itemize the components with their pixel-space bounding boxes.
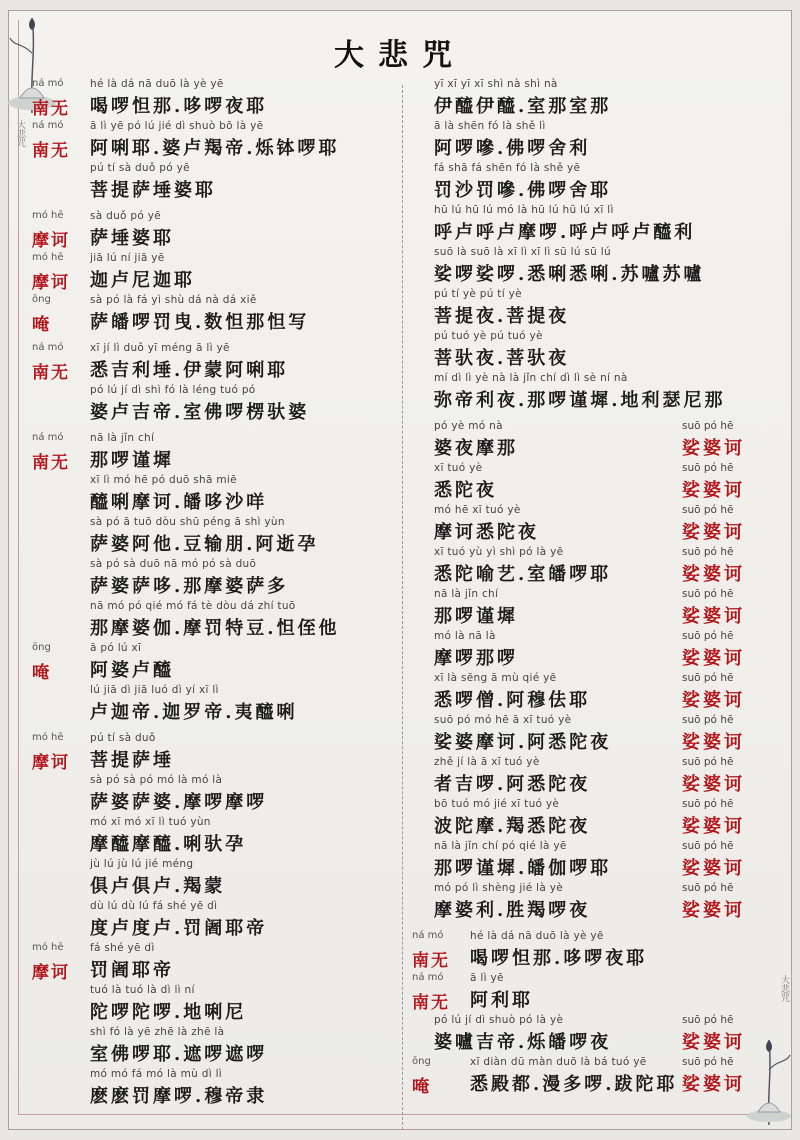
column-divider bbox=[402, 85, 403, 1130]
verse-line bbox=[32, 252, 400, 294]
line-hanzi: 迦卢尼迦耶 bbox=[90, 270, 195, 291]
line-hanzi: 室佛啰耶.遮啰遮啰 bbox=[90, 1044, 268, 1065]
verse-line bbox=[412, 882, 772, 924]
line-pinyin: hé là dá nā duō là yè yē bbox=[470, 930, 604, 942]
line-pinyin: pó lú jí dì shì fó là léng tuó pó bbox=[90, 384, 256, 396]
side-label: 大悲咒 bbox=[779, 975, 789, 1002]
verse-line bbox=[32, 210, 400, 252]
line-hanzi: 罚沙罚嘇.佛啰舍耶 bbox=[434, 180, 612, 201]
line-hanzi: 阿利耶 bbox=[470, 990, 533, 1011]
line-pinyin: mó mó fá mó là mù dì lì bbox=[90, 1068, 223, 1080]
line-pinyin: nā là jǐn chí bbox=[434, 588, 499, 600]
line-hanzi: 喝啰怛那.哆啰夜耶 bbox=[90, 96, 268, 117]
lead-word: 南无 bbox=[412, 993, 450, 1013]
line-pinyin: lú jiā dì jiā luó dì yí xī lì bbox=[90, 684, 219, 696]
tag-pinyin: suō pó hē bbox=[682, 1014, 734, 1026]
verse-line bbox=[412, 288, 772, 330]
verse-line bbox=[412, 798, 772, 840]
verse-line bbox=[32, 984, 400, 1026]
line-pinyin: shì fó là yē zhē là zhē là bbox=[90, 1026, 225, 1038]
lead-pinyin: ná mó bbox=[32, 432, 64, 443]
tag-pinyin: suō pó hē bbox=[682, 420, 734, 432]
verse-line bbox=[412, 672, 772, 714]
tag-pinyin: suō pó hē bbox=[682, 756, 734, 768]
line-hanzi: 萨婆阿他.豆输朋.阿逝孕 bbox=[90, 534, 319, 555]
verse-line bbox=[32, 684, 400, 726]
line-hanzi: 摩啰那啰 bbox=[434, 648, 518, 669]
line-hanzi: 阿啰嘇.佛啰舍利 bbox=[434, 138, 591, 159]
line-hanzi: 悉陀夜 bbox=[434, 480, 497, 501]
line-hanzi: 伊醯伊醯.室那室那 bbox=[434, 96, 612, 117]
lead-pinyin: ōng bbox=[32, 642, 51, 653]
line-pinyin: dù lú dù lú fá shé yē dì bbox=[90, 900, 218, 912]
tag-pinyin: suō pó hē bbox=[682, 588, 734, 600]
verse-line bbox=[32, 342, 400, 384]
line-pinyin: pó lú jí dì shuò pó là yè bbox=[434, 1014, 564, 1026]
verse-line bbox=[32, 816, 400, 858]
line-hanzi: 娑婆摩诃.阿悉陀夜 bbox=[434, 732, 612, 753]
lead-word: 南无 bbox=[32, 453, 70, 473]
verse-line bbox=[32, 432, 400, 474]
lead-pinyin: mó hē bbox=[32, 942, 64, 953]
verse-line bbox=[412, 162, 772, 204]
line-hanzi: 卢迦帝.迦罗帝.夷醯唎 bbox=[90, 702, 298, 723]
line-pinyin: pú tuó yè pú tuó yè bbox=[434, 330, 543, 342]
lead-word: 南无 bbox=[412, 951, 450, 971]
verse-line bbox=[32, 474, 400, 516]
lead-pinyin: ná mó bbox=[32, 78, 64, 89]
lead-word: 唵 bbox=[412, 1077, 431, 1097]
verse-line bbox=[412, 462, 772, 504]
line-hanzi: 俱卢俱卢.羯蒙 bbox=[90, 876, 226, 897]
verse-line bbox=[412, 420, 772, 462]
tag-pinyin: suō pó hē bbox=[682, 504, 734, 516]
verse-line bbox=[32, 732, 400, 774]
verse-line bbox=[32, 162, 400, 204]
line-hanzi: 醯唎摩诃.皤哆沙咩 bbox=[90, 492, 268, 513]
tag-word: 娑婆诃 bbox=[682, 858, 745, 879]
tag-word: 娑婆诃 bbox=[682, 1074, 745, 1095]
tag-word: 娑婆诃 bbox=[682, 816, 745, 837]
line-pinyin: ā lì yē bbox=[470, 972, 504, 984]
line-hanzi: 者吉啰.阿悉陀夜 bbox=[434, 774, 591, 795]
verse-line bbox=[412, 204, 772, 246]
line-hanzi: 菩提萨埵 bbox=[90, 750, 174, 771]
verse-line bbox=[32, 1068, 400, 1110]
line-pinyin: mó là nā là bbox=[434, 630, 496, 642]
verse-line bbox=[32, 858, 400, 900]
line-hanzi: 菩驮夜.菩驮夜 bbox=[434, 348, 570, 369]
line-pinyin: mí dì lì yè nà là jǐn chí dì lì sè ní nà bbox=[434, 372, 628, 384]
tag-word: 娑婆诃 bbox=[682, 732, 745, 753]
lead-word: 南无 bbox=[32, 99, 70, 119]
lead-word: 摩诃 bbox=[32, 963, 70, 983]
line-pinyin: xī tuó yè bbox=[434, 462, 483, 474]
line-pinyin: sà pó sà duō nā mó pó sà duō bbox=[90, 558, 257, 570]
line-hanzi: 喝啰怛那.哆啰夜耶 bbox=[470, 948, 648, 969]
tag-pinyin: suō pó hē bbox=[682, 798, 734, 810]
line-hanzi: 那啰谨墀 bbox=[90, 450, 174, 471]
line-pinyin: nā mó pó qié mó fá tè dòu dá zhí tuō bbox=[90, 600, 296, 612]
verse-line bbox=[32, 516, 400, 558]
line-hanzi: 陀啰陀啰.地唎尼 bbox=[90, 1002, 247, 1023]
lead-pinyin: mó hē bbox=[32, 210, 64, 221]
line-pinyin: sà pó sà pó mó là mó là bbox=[90, 774, 223, 786]
verse-line bbox=[32, 384, 400, 426]
verse-line bbox=[412, 330, 772, 372]
verse-line bbox=[412, 630, 772, 672]
verse-line bbox=[32, 294, 400, 336]
verse-line bbox=[412, 78, 772, 120]
line-hanzi: 摩婆利.胜羯啰夜 bbox=[434, 900, 591, 921]
verse-line bbox=[412, 840, 772, 882]
side-label: 大悲咒 bbox=[15, 120, 25, 147]
line-pinyin: ā pó lú xī bbox=[90, 642, 142, 654]
verse-line bbox=[32, 942, 400, 984]
verse-line bbox=[412, 1014, 772, 1056]
tag-word: 娑婆诃 bbox=[682, 564, 745, 585]
line-pinyin: bō tuó mó jié xī tuó yè bbox=[434, 798, 560, 810]
line-hanzi: 度卢度卢.罚阇耶帝 bbox=[90, 918, 268, 939]
lead-pinyin: ná mó bbox=[32, 120, 64, 131]
tag-word: 娑婆诃 bbox=[682, 1032, 745, 1053]
line-hanzi: 菩提夜.菩提夜 bbox=[434, 306, 570, 327]
tag-pinyin: suō pó hē bbox=[682, 882, 734, 894]
line-hanzi: 悉殿都.漫多啰.跋陀耶 bbox=[470, 1074, 678, 1095]
lead-word: 南无 bbox=[32, 141, 70, 161]
line-pinyin: jiā lú ní jiā yē bbox=[90, 252, 165, 264]
line-pinyin: nā là jǐn chí pó qié là yē bbox=[434, 840, 567, 852]
verse-line bbox=[32, 78, 400, 120]
line-hanzi: 菩提萨埵婆耶 bbox=[90, 180, 216, 201]
verse-line bbox=[412, 972, 772, 1014]
line-hanzi: 摩醯摩醯.唎驮孕 bbox=[90, 834, 247, 855]
line-hanzi: 那摩婆伽.摩罚特豆.怛侄他 bbox=[90, 618, 340, 639]
line-hanzi: 呼卢呼卢摩啰.呼卢呼卢醯利 bbox=[434, 222, 696, 243]
tag-pinyin: suō pó hē bbox=[682, 462, 734, 474]
page-title: 大悲咒 bbox=[334, 38, 466, 73]
tag-word: 娑婆诃 bbox=[682, 438, 745, 459]
line-pinyin: sà pó ā tuō dòu shū péng ā shì yùn bbox=[90, 516, 285, 528]
line-pinyin: ā là shēn fó là shě lì bbox=[434, 120, 546, 132]
line-pinyin: sà duǒ pó yē bbox=[90, 210, 162, 222]
verse-line bbox=[412, 372, 772, 414]
line-pinyin: tuó là tuó là dì lì ní bbox=[90, 984, 195, 996]
tag-pinyin: suō pó hē bbox=[682, 546, 734, 558]
lead-word: 摩诃 bbox=[32, 231, 70, 251]
line-hanzi: 阿唎耶.婆卢羯帝.烁钵啰耶 bbox=[90, 138, 340, 159]
line-pinyin: xī tuó yù yì shì pó là yē bbox=[434, 546, 564, 558]
tag-word: 娑婆诃 bbox=[682, 480, 745, 501]
line-pinyin: suō pó mó hē ā xī tuó yè bbox=[434, 714, 572, 726]
lead-pinyin: mó hē bbox=[32, 252, 64, 263]
line-pinyin: xī diàn dū màn duō là bá tuó yē bbox=[470, 1056, 647, 1068]
tag-pinyin: suō pó hē bbox=[682, 840, 734, 852]
line-hanzi: 弥帝利夜.那啰谨墀.地利瑟尼那 bbox=[434, 390, 726, 411]
tag-word: 娑婆诃 bbox=[682, 774, 745, 795]
line-pinyin: mó hē xī tuó yè bbox=[434, 504, 521, 516]
lead-word: 南无 bbox=[32, 363, 70, 383]
verse-line bbox=[32, 900, 400, 942]
line-hanzi: 悉陀喻艺.室皤啰耶 bbox=[434, 564, 612, 585]
line-hanzi: 萨埵婆耶 bbox=[90, 228, 174, 249]
line-pinyin: jù lú jù lú jié méng bbox=[90, 858, 194, 870]
verse-line bbox=[412, 1056, 772, 1098]
tag-word: 娑婆诃 bbox=[682, 690, 745, 711]
lead-pinyin: mó hē bbox=[32, 732, 64, 743]
verse-line bbox=[412, 588, 772, 630]
tag-pinyin: suō pó hē bbox=[682, 630, 734, 642]
tag-word: 娑婆诃 bbox=[682, 522, 745, 543]
right-column bbox=[412, 78, 772, 1098]
verse-line bbox=[32, 1026, 400, 1068]
line-pinyin: sà pó là fá yì shù dá nà dá xiě bbox=[90, 294, 257, 306]
lead-word: 唵 bbox=[32, 315, 51, 335]
line-hanzi: 那啰谨墀.皤伽啰耶 bbox=[434, 858, 612, 879]
line-pinyin: xī jí lì duǒ yī méng ā lì yē bbox=[90, 342, 230, 354]
line-pinyin: xī lì mó hē pó duō shā miē bbox=[90, 474, 237, 486]
lead-pinyin: ōng bbox=[412, 1056, 431, 1067]
line-pinyin: pú tí yè pú tí yè bbox=[434, 288, 522, 300]
verse-line bbox=[412, 246, 772, 288]
line-hanzi: 萨婆萨哆.那摩婆萨多 bbox=[90, 576, 289, 597]
line-pinyin: hé là dá nā duō là yè yē bbox=[90, 78, 224, 90]
line-hanzi: 摩诃悉陀夜 bbox=[434, 522, 539, 543]
verse-line bbox=[32, 558, 400, 600]
line-pinyin: zhě jí là ā xī tuó yè bbox=[434, 756, 540, 768]
line-pinyin: xī là sēng ā mù qié yē bbox=[434, 672, 557, 684]
line-hanzi: 罚阇耶帝 bbox=[90, 960, 174, 981]
line-pinyin: ā lì yē pó lú jié dì shuò bō là yē bbox=[90, 120, 264, 132]
verse-line bbox=[32, 600, 400, 642]
tag-pinyin: suō pó hē bbox=[682, 714, 734, 726]
lead-pinyin: ōng bbox=[32, 294, 51, 305]
line-hanzi: 婆嚧吉帝.烁皤啰夜 bbox=[434, 1032, 612, 1053]
line-pinyin: mó pó lì shèng jié là yè bbox=[434, 882, 564, 894]
line-hanzi: 萨皤啰罚曳.数怛那怛写 bbox=[90, 312, 310, 333]
tag-pinyin: suō pó hē bbox=[682, 1056, 734, 1068]
line-pinyin: pó yè mó nà bbox=[434, 420, 503, 432]
lead-pinyin: ná mó bbox=[412, 930, 444, 941]
line-hanzi: 婆卢吉帝.室佛啰楞驮婆 bbox=[90, 402, 310, 423]
verse-line bbox=[412, 714, 772, 756]
verse-line bbox=[412, 756, 772, 798]
line-pinyin: pú tí sà duǒ bbox=[90, 732, 156, 744]
line-pinyin: mó xī mó xī lì tuó yùn bbox=[90, 816, 211, 828]
line-pinyin: fá shā fá shēn fó là shě yē bbox=[434, 162, 581, 174]
line-pinyin: nā là jǐn chí bbox=[90, 432, 155, 444]
lead-pinyin: ná mó bbox=[32, 342, 64, 353]
line-pinyin: hū lú hū lú mó là hū lú hū lú xī lì bbox=[434, 204, 614, 216]
lead-word: 唵 bbox=[32, 663, 51, 683]
line-hanzi: 悉啰僧.阿穆佉耶 bbox=[434, 690, 591, 711]
verse-line bbox=[32, 642, 400, 684]
tag-word: 娑婆诃 bbox=[682, 900, 745, 921]
line-hanzi: 麽麽罚摩啰.穆帝隶 bbox=[90, 1086, 268, 1107]
line-hanzi: 娑啰娑啰.悉唎悉唎.苏嚧苏嚧 bbox=[434, 264, 705, 285]
lead-word: 摩诃 bbox=[32, 273, 70, 293]
tag-pinyin: suō pó hē bbox=[682, 672, 734, 684]
line-hanzi: 阿婆卢醯 bbox=[90, 660, 174, 681]
line-hanzi: 悉吉利埵.伊蒙阿唎耶 bbox=[90, 360, 289, 381]
tag-word: 娑婆诃 bbox=[682, 648, 745, 669]
line-pinyin: yī xī yī xī shì nà shì nà bbox=[434, 78, 558, 90]
line-pinyin: suō là suō là xī lì xī lì sū lú sū lú bbox=[434, 246, 611, 258]
lead-word: 摩诃 bbox=[32, 753, 70, 773]
left-column bbox=[32, 78, 400, 1110]
verse-line bbox=[412, 930, 772, 972]
line-pinyin: fá shé yē dì bbox=[90, 942, 155, 954]
line-hanzi: 波陀摩.羯悉陀夜 bbox=[434, 816, 591, 837]
line-hanzi: 那啰谨墀 bbox=[434, 606, 518, 627]
verse-line bbox=[32, 774, 400, 816]
verse-line bbox=[32, 120, 400, 162]
line-hanzi: 萨婆萨婆.摩啰摩啰 bbox=[90, 792, 268, 813]
verse-line bbox=[412, 546, 772, 588]
lead-pinyin: ná mó bbox=[412, 972, 444, 983]
line-hanzi: 婆夜摩那 bbox=[434, 438, 518, 459]
verse-line bbox=[412, 120, 772, 162]
tag-word: 娑婆诃 bbox=[682, 606, 745, 627]
line-pinyin: pú tí sà duǒ pó yē bbox=[90, 162, 190, 174]
verse-line bbox=[412, 504, 772, 546]
